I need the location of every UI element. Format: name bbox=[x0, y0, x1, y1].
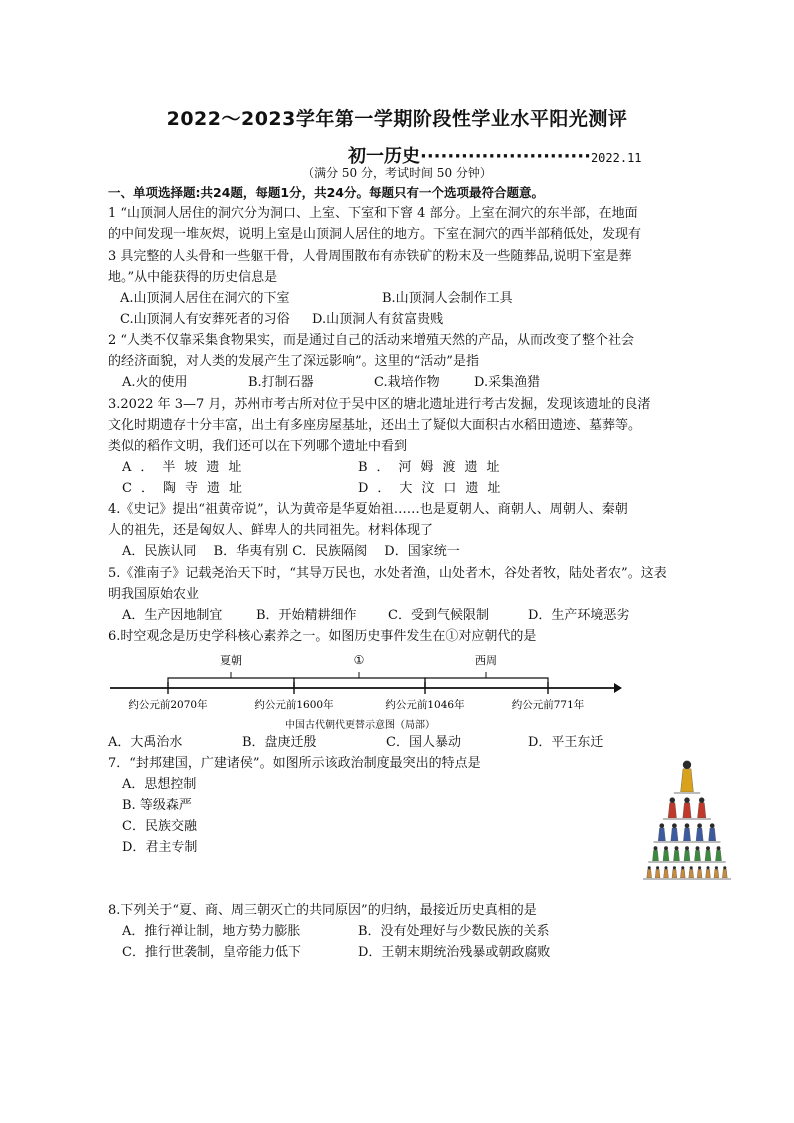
bracket-xia bbox=[168, 678, 294, 688]
q6-option-a: A．大禹治水 bbox=[108, 735, 183, 750]
official-figure bbox=[696, 823, 703, 841]
question-2-line: 的经济面貌，对人类的发展产生了深远影响”。这里的“活动”是指 bbox=[108, 354, 479, 369]
soldier-figure bbox=[674, 846, 680, 861]
question-3-line: 3.2022 年 3—7 月，苏州市考古所对位于吴中区的塘北遗址进行考古发掘，发现该遗址的良渚 bbox=[108, 397, 651, 412]
timeline-caption: 中国古代朝代更替示意图（局部） bbox=[285, 720, 435, 731]
q2-option-d: D.采集渔猎 bbox=[474, 375, 541, 390]
pyramid-step bbox=[654, 841, 721, 843]
soldier-figure bbox=[716, 846, 722, 861]
q4-options: A．民族认同 B．华夷有别 C．民族隔阂 D．国家统一 bbox=[122, 544, 460, 559]
q8-option-a: A．推行禅让制，地方势力膨胀 bbox=[122, 924, 301, 939]
timeline-arrow bbox=[614, 683, 622, 693]
tick-label: 约公元前1600年 bbox=[254, 699, 334, 711]
q8-option-b: B．没有处理好与少数民族的关系 bbox=[358, 924, 550, 939]
soldier-figure bbox=[695, 846, 701, 861]
q2-option-c: C.栽培作物 bbox=[374, 375, 440, 390]
question-3-line: 类似的稻作文明，我们还可以在下列哪个遗址中看到 bbox=[108, 439, 408, 454]
question-4-line: 4.《史记》提出“祖黄帝说”，认为黄帝是华夏始祖……也是夏朝人、商朝人、周朝人、秦朝 bbox=[108, 502, 628, 517]
q5-option-d: D．生产环境恶劣 bbox=[528, 608, 630, 623]
bracket-unknown bbox=[294, 678, 425, 688]
pyramid-step bbox=[643, 878, 731, 880]
score-time-note: （满分 50 分，考试时间 50 分钟） bbox=[302, 166, 492, 180]
segment-label-western-zhou: 西周 bbox=[475, 654, 497, 667]
question-5-line: 5.《淮南子》记载尧治天下时，“其导万民也，水处者渔，山处者木，谷处者牧，陆处者农”。这表 bbox=[108, 566, 667, 581]
q1-option-b: B.山顶洞人会制作工具 bbox=[382, 291, 513, 306]
question-3-line: 文化时期遗存十分丰富，出土有多座房屋基址，还出土了疑似大面积古水稻田遗迹、墓葬等。 bbox=[108, 418, 642, 433]
q5-option-b: B．开始精耕细作 bbox=[256, 608, 357, 623]
segment-label-circle-1: ① bbox=[353, 653, 365, 667]
question-1-line: 3 具完整的人头骨和一些躯干骨，人骨周围散布有赤铁矿的粉末及一些随葬品,说明下室是葬 bbox=[108, 249, 632, 264]
question-2-line: 2 “人类不仅靠采集食物果实，而是通过自己的活动来增殖天然的产品，从而改变了整个社会 bbox=[108, 333, 635, 348]
dynasty-timeline bbox=[108, 650, 628, 736]
commoner-figure bbox=[655, 866, 660, 878]
q1-option-d: D.山顶洞人有贫富贵贱 bbox=[312, 312, 444, 327]
official-figure bbox=[671, 823, 678, 841]
question-7-line: 7．“封邦建国，广建诸侯”。如图所示该政治制度最突出的特点是 bbox=[108, 756, 481, 771]
q7-option-a: A．思想控制 bbox=[122, 777, 197, 792]
q2-option-a: A.火的使用 bbox=[122, 375, 188, 390]
question-6-line: 6.时空观念是历史学科核心素养之一。如图历史事件发生在①对应朝代的是 bbox=[108, 629, 537, 644]
question-4-line: 人的祖先，还是匈奴人、鲜卑人的共同祖先。材料体现了 bbox=[108, 523, 434, 538]
q7-option-c: C．民族交融 bbox=[122, 819, 197, 834]
question-1-line: 1 “山顶洞人居住的洞穴分为洞口、上室、下室和下窨 4 部分。上室在洞穴的东半部，在地面 bbox=[108, 206, 638, 221]
commoner-figure bbox=[714, 866, 719, 878]
commoner-figure bbox=[689, 866, 694, 878]
q2-option-b: B.打制石器 bbox=[248, 375, 314, 390]
commoner-figure bbox=[647, 866, 652, 878]
q6-option-b: B．盘庚迁殷 bbox=[242, 735, 317, 750]
q1-option-a: A.山顶洞人居住在洞穴的下室 bbox=[120, 291, 290, 306]
q3-option-a: A．半坡遗址 bbox=[122, 460, 251, 475]
tick-label: 约公元前2070年 bbox=[128, 699, 208, 711]
exam-date: 2022.11 bbox=[590, 151, 642, 165]
question-8-line: 8.下列关于“夏、商、周三朝灭亡的共同原因”的归纳，最接近历史真相的是 bbox=[108, 903, 537, 918]
soldier-figure bbox=[663, 846, 669, 861]
section-heading: 一、单项选择题:共24题，每题1分，共24分。每题只有一个选项最符合题意。 bbox=[108, 185, 544, 200]
tick-label: 约公元前1046年 bbox=[385, 699, 465, 711]
q8-option-d: D．王朝末期统治残暴或朝政腐败 bbox=[358, 945, 551, 960]
commoner-figure bbox=[664, 866, 669, 878]
pyramid-step bbox=[674, 792, 700, 794]
soldier-figure bbox=[684, 846, 690, 861]
q3-option-b: B．河姆渡遗址 bbox=[358, 460, 509, 475]
commoner-figure bbox=[680, 866, 685, 878]
exam-title: 2022～2023学年第一学期阶段性学业水平阳光测评 bbox=[166, 108, 628, 130]
q3-option-c: C．陶寺遗址 bbox=[122, 481, 251, 496]
q6-option-c: C．国人暴动 bbox=[386, 735, 461, 750]
pyramid-step bbox=[648, 861, 726, 863]
bracket-western-zhou bbox=[425, 678, 548, 688]
q5-option-c: C．受到气候限制 bbox=[388, 608, 489, 623]
feudal-hierarchy-pyramid bbox=[612, 756, 762, 894]
q6-option-d: D．平王东迁 bbox=[528, 735, 604, 750]
q3-option-d: D．大汶口遗址 bbox=[358, 481, 510, 496]
noble-figure bbox=[683, 797, 691, 818]
q7-option-b: B. 等级森严 bbox=[122, 798, 192, 813]
commoner-figure bbox=[672, 866, 677, 878]
dot-leader: ························· bbox=[420, 146, 591, 167]
question-5-line: 明我国原始农业 bbox=[108, 587, 200, 602]
tick-label: 约公元前771年 bbox=[511, 699, 585, 711]
question-1-line: 的中间发现一堆灰烬，说明上室是山顶洞人居住的地方。下室在洞穴的西半部稍低处，发现有 bbox=[108, 227, 642, 242]
segment-label-xia: 夏朝 bbox=[220, 654, 242, 667]
q1-option-c: C.山顶洞人有安葬死者的习俗 bbox=[120, 312, 290, 327]
official-figure bbox=[683, 823, 690, 841]
q5-option-a: A．生产因地制宜 bbox=[122, 608, 223, 623]
official-figure bbox=[658, 823, 665, 841]
king-figure bbox=[681, 761, 694, 792]
question-1-line: 地。”从中能获得的历史信息是 bbox=[108, 270, 278, 285]
commoner-figure bbox=[722, 866, 727, 878]
commoner-figure bbox=[697, 866, 702, 878]
q8-option-c: C．推行世袭制，皇帝能力低下 bbox=[122, 945, 301, 960]
q7-option-d: D．君主专制 bbox=[122, 840, 198, 855]
soldier-figure bbox=[705, 846, 711, 861]
official-figure bbox=[709, 823, 716, 841]
pyramid-step bbox=[663, 818, 711, 820]
subject-label: 初一历史 bbox=[348, 146, 420, 167]
noble-figure bbox=[698, 797, 706, 818]
soldier-figure bbox=[653, 846, 659, 861]
noble-figure bbox=[668, 797, 676, 818]
commoner-figure bbox=[706, 866, 711, 878]
